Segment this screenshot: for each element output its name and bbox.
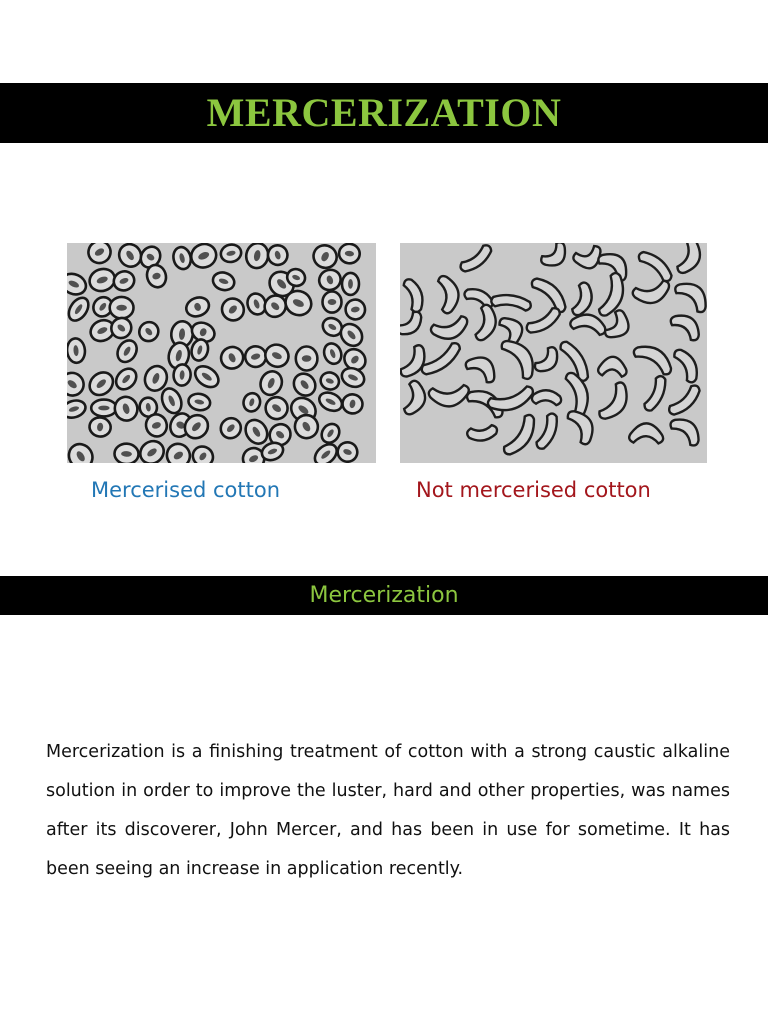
fibre-cross-section — [67, 440, 97, 463]
fibre-cross-section — [571, 281, 596, 318]
fibre-cross-section — [502, 413, 541, 460]
fibre-cross-section — [309, 243, 340, 272]
fibre-cross-section — [112, 365, 140, 394]
fibre-cross-section — [632, 339, 677, 376]
fibre-cross-section — [342, 273, 359, 295]
fibre-cross-section — [88, 416, 112, 438]
fibre-cross-section — [338, 243, 361, 264]
not-mercerised-cotton-micrograph — [400, 243, 707, 463]
not-mercerised-caption: Not mercerised cotton — [416, 478, 651, 502]
fibre-cross-section — [85, 368, 117, 400]
section-heading: Mercerization — [309, 582, 459, 608]
fibre-cross-section — [311, 440, 341, 463]
fibre-cross-section — [632, 280, 673, 308]
fibre-cross-section — [171, 245, 193, 271]
fibre-cross-section — [261, 393, 292, 424]
fibre-cross-section — [491, 293, 532, 311]
fibre-cross-section — [428, 385, 470, 409]
fibre-cross-section — [112, 394, 140, 423]
fibre-cross-section — [67, 368, 88, 400]
fibre-cross-section — [257, 368, 286, 398]
fibre-cross-section — [262, 341, 292, 370]
fibre-cross-section — [110, 297, 134, 319]
description-paragraph: Mercerization is a finishing treatment of cotton with a strong caustic alkaline solution in order to improve the luster, hard and other properties, was names after its discoverer, John Mercer, and has been in use for sometime. It has been seeing an increase in application recently. — [46, 742, 730, 879]
fibre-cross-section — [430, 315, 471, 344]
fibre-cross-section — [316, 267, 343, 293]
fibre-cross-section — [323, 291, 342, 312]
fibre-cross-section — [188, 243, 220, 271]
fibre-cross-section — [539, 243, 572, 272]
fibre-cross-section — [321, 341, 344, 366]
fibre-cross-section — [217, 414, 245, 442]
fibre-cross-section — [84, 243, 114, 267]
fibre-cross-section — [533, 345, 564, 377]
fibre-cross-section — [289, 369, 319, 400]
fibre-cross-section — [187, 392, 211, 412]
fibre-cross-section — [158, 386, 185, 417]
fibre-cross-section — [111, 269, 137, 294]
fibre-cross-section — [67, 270, 89, 298]
fibre-cross-section — [637, 247, 676, 283]
fibre-cross-section — [191, 362, 222, 391]
fibre-cross-section — [244, 243, 270, 270]
fibre-cross-section — [241, 416, 271, 448]
fibre-cross-section — [219, 243, 243, 264]
fibre-cross-section — [466, 424, 498, 442]
fibre-cross-section — [629, 423, 664, 444]
fibre-cross-section — [420, 341, 465, 380]
fibre-cross-section — [672, 346, 702, 385]
page-title: MERCERIZATION — [206, 90, 562, 135]
fibre-cross-section — [458, 243, 495, 276]
fibre-cross-section — [525, 306, 564, 337]
fibre-cross-section — [400, 343, 431, 381]
fibre-cross-section — [107, 314, 135, 342]
fibre-cross-section — [667, 383, 704, 419]
fibre-cross-section — [318, 370, 341, 392]
fibre-cross-section — [673, 276, 707, 315]
fibre-cross-section — [438, 274, 461, 314]
fibre-cross-section — [676, 243, 705, 277]
fibre-cross-section — [316, 389, 345, 414]
fibre-cross-section — [532, 389, 562, 405]
fibre-cross-section — [341, 393, 365, 416]
fibre-cross-section — [499, 334, 541, 382]
fibre-cross-section — [597, 380, 634, 424]
fibre-cross-section — [217, 343, 246, 372]
fibre-cross-section — [400, 310, 427, 340]
fibre-cross-section — [403, 380, 428, 417]
fibre-cross-section — [669, 309, 705, 343]
section-banner — [0, 576, 768, 615]
fibre-cross-section — [136, 437, 168, 463]
fibre-cross-section — [475, 304, 499, 343]
fibre-cross-section — [114, 443, 139, 463]
fibre-cross-section — [184, 294, 212, 319]
fibre-cross-section — [217, 294, 248, 325]
fibre-cross-section — [335, 440, 360, 463]
fibre-cross-section — [535, 412, 561, 451]
fibre-cross-section — [189, 442, 217, 463]
fibre-cross-section — [162, 439, 194, 463]
fibre-cross-section — [668, 412, 705, 447]
fibre-cross-section — [135, 318, 162, 345]
mercerised-cotton-micrograph — [67, 243, 376, 463]
fibre-cross-section — [67, 338, 86, 364]
fibre-cross-section — [530, 273, 572, 315]
fibre-cross-section — [173, 364, 191, 386]
fibre-cross-section — [464, 351, 502, 385]
fibre-cross-section — [295, 346, 317, 371]
fibre-cross-section — [402, 277, 426, 314]
fibre-cross-section — [643, 374, 670, 413]
mercerised-caption: Mercerised cotton — [91, 478, 281, 502]
fibre-cross-section — [598, 356, 628, 377]
fibre-cross-section — [114, 337, 141, 366]
fibre-cross-section — [344, 298, 367, 321]
fibre-cross-section — [211, 270, 237, 293]
fibre-cross-section — [241, 391, 262, 413]
title-banner — [0, 83, 768, 143]
fibre-cross-section — [266, 243, 290, 267]
fibre-cross-section — [318, 420, 343, 446]
fibre-cross-section — [67, 294, 92, 324]
fibre-cross-section — [67, 398, 88, 421]
fibre-cross-section — [91, 400, 116, 417]
